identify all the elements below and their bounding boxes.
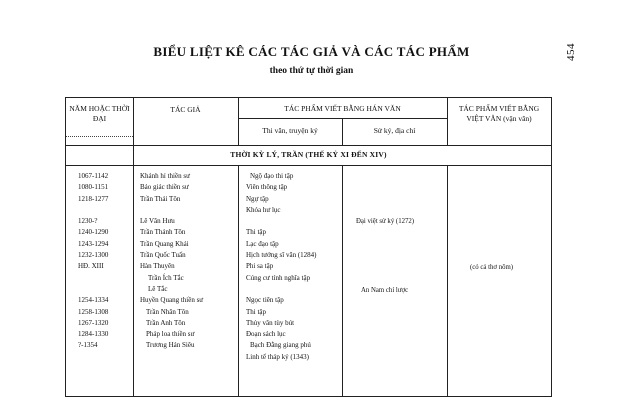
page-subtitle: theo thứ tự thời gian (269, 66, 354, 76)
year-cell: 1240-1290 (78, 228, 109, 237)
year-cell: 1230-? (78, 217, 98, 226)
history-work-cell: An Nam chí lược (361, 287, 409, 294)
year-cell: 1232-1300 (78, 251, 109, 260)
header-history: Sử ký, địa chí (373, 126, 416, 135)
row-divider (238, 118, 447, 119)
work-cell: Cúng cư tính nghĩa tập (246, 273, 311, 282)
year-cell (78, 284, 108, 295)
authors-column (140, 171, 203, 352)
author-works-table (65, 97, 552, 397)
year-cell: 1080-1151 (78, 183, 109, 192)
author-cell: Lê Văn Hưu (140, 217, 175, 226)
work-cell: Viên thông tập (246, 183, 288, 192)
author-cell: Trần Thái Tôn (140, 194, 181, 203)
author-cell: Trần Quốc Tuấn (140, 251, 186, 260)
work-cell: Ngự tập (246, 194, 269, 203)
work-cell: Phi sa tập (246, 262, 274, 271)
year-cell: 1067-1142 (78, 172, 109, 180)
column-divider (238, 165, 239, 396)
row-divider (66, 145, 551, 146)
year-cell (78, 205, 108, 216)
author-cell: Trần Nhân Tôn (146, 307, 189, 316)
header-han-works: TÁC PHẨM VIẾT BẰNG HÁN VĂN (284, 104, 401, 113)
history-work-cell: Đại việt sử ký (1272) (356, 218, 415, 225)
header-author: TÁC GIẢ (170, 105, 201, 114)
author-cell: Khánh hỉ thiền sư (140, 172, 190, 180)
row-divider (66, 165, 551, 166)
years-column (78, 171, 108, 352)
author-cell: Pháp loa thiền sư (146, 330, 195, 339)
work-cell (246, 284, 317, 295)
work-cell: Thủy vân tùy bút (246, 318, 295, 327)
page-number: 454 (565, 43, 577, 61)
author-cell (140, 205, 203, 216)
column-divider (342, 165, 343, 396)
author-cell: Bảo giác thiền sư (140, 183, 189, 192)
author-cell: Trần Ích Tắc (148, 273, 184, 282)
year-cell: 1254-1334 (78, 296, 109, 305)
year-cell: 1284-1330 (78, 330, 109, 339)
column-divider (133, 98, 134, 396)
work-cell: Thi tập (246, 228, 267, 237)
year-cell: 1218-1277 (78, 194, 109, 203)
work-cell (246, 216, 317, 227)
page-title: BIỂU LIỆT KÊ CÁC TÁC GIẢ VÀ CÁC TÁC PHẨM (153, 44, 470, 59)
period-heading: THỜI KỲ LÝ, TRẦN (THẾ KỶ XI ĐẾN XIV) (230, 150, 387, 159)
work-cell: Khóa hư lục (246, 205, 281, 214)
work-cell: Đoạn sách lục (246, 330, 286, 339)
work-cell: Ngọc tiên tập (246, 296, 284, 305)
work-cell: Ngộ đạo thi tập (250, 172, 294, 180)
work-cell: Lạc đạo tập (246, 239, 279, 248)
header-viet-works: TÁC PHẨM VIẾT BẰNG VIỆT VĂN (vận văn) (458, 104, 540, 123)
work-cell: Hịch tướng sĩ văn (1284) (246, 251, 317, 260)
year-cell (78, 273, 108, 284)
year-cell: 1258-1308 (78, 307, 109, 316)
header-poetry: Thi văn, truyện ký (262, 126, 318, 135)
row-divider (66, 136, 133, 137)
work-cell: Linh tế tháp ký (1343) (246, 352, 309, 361)
author-cell: Trần Anh Tôn (146, 318, 186, 327)
work-cell: Bạch Đằng giang phú (250, 341, 311, 350)
poetry-works-column (246, 171, 317, 363)
author-cell: Trần Thánh Tôn (140, 228, 186, 237)
work-cell: Thi tập (246, 307, 267, 316)
author-cell: Huyền Quang thiền sư (140, 296, 204, 305)
year-cell: HĐ. XIII (78, 262, 104, 271)
author-cell: Trần Quang Khải (140, 239, 189, 248)
header-period: NĂM HOẶC THỜI ĐẠI (69, 104, 130, 123)
viet-work-cell: (có cả thơ nôm) (470, 264, 514, 271)
author-cell: Hàn Thuyên (140, 262, 175, 271)
author-cell: Lê Tắc (148, 284, 168, 293)
year-cell: 1267-1320 (78, 318, 109, 327)
column-divider (447, 165, 448, 396)
year-cell: 1243-1294 (78, 239, 109, 248)
year-cell: ?-1354 (78, 341, 98, 350)
column-divider (447, 98, 448, 145)
author-cell: Trương Hán Siêu (146, 341, 195, 350)
